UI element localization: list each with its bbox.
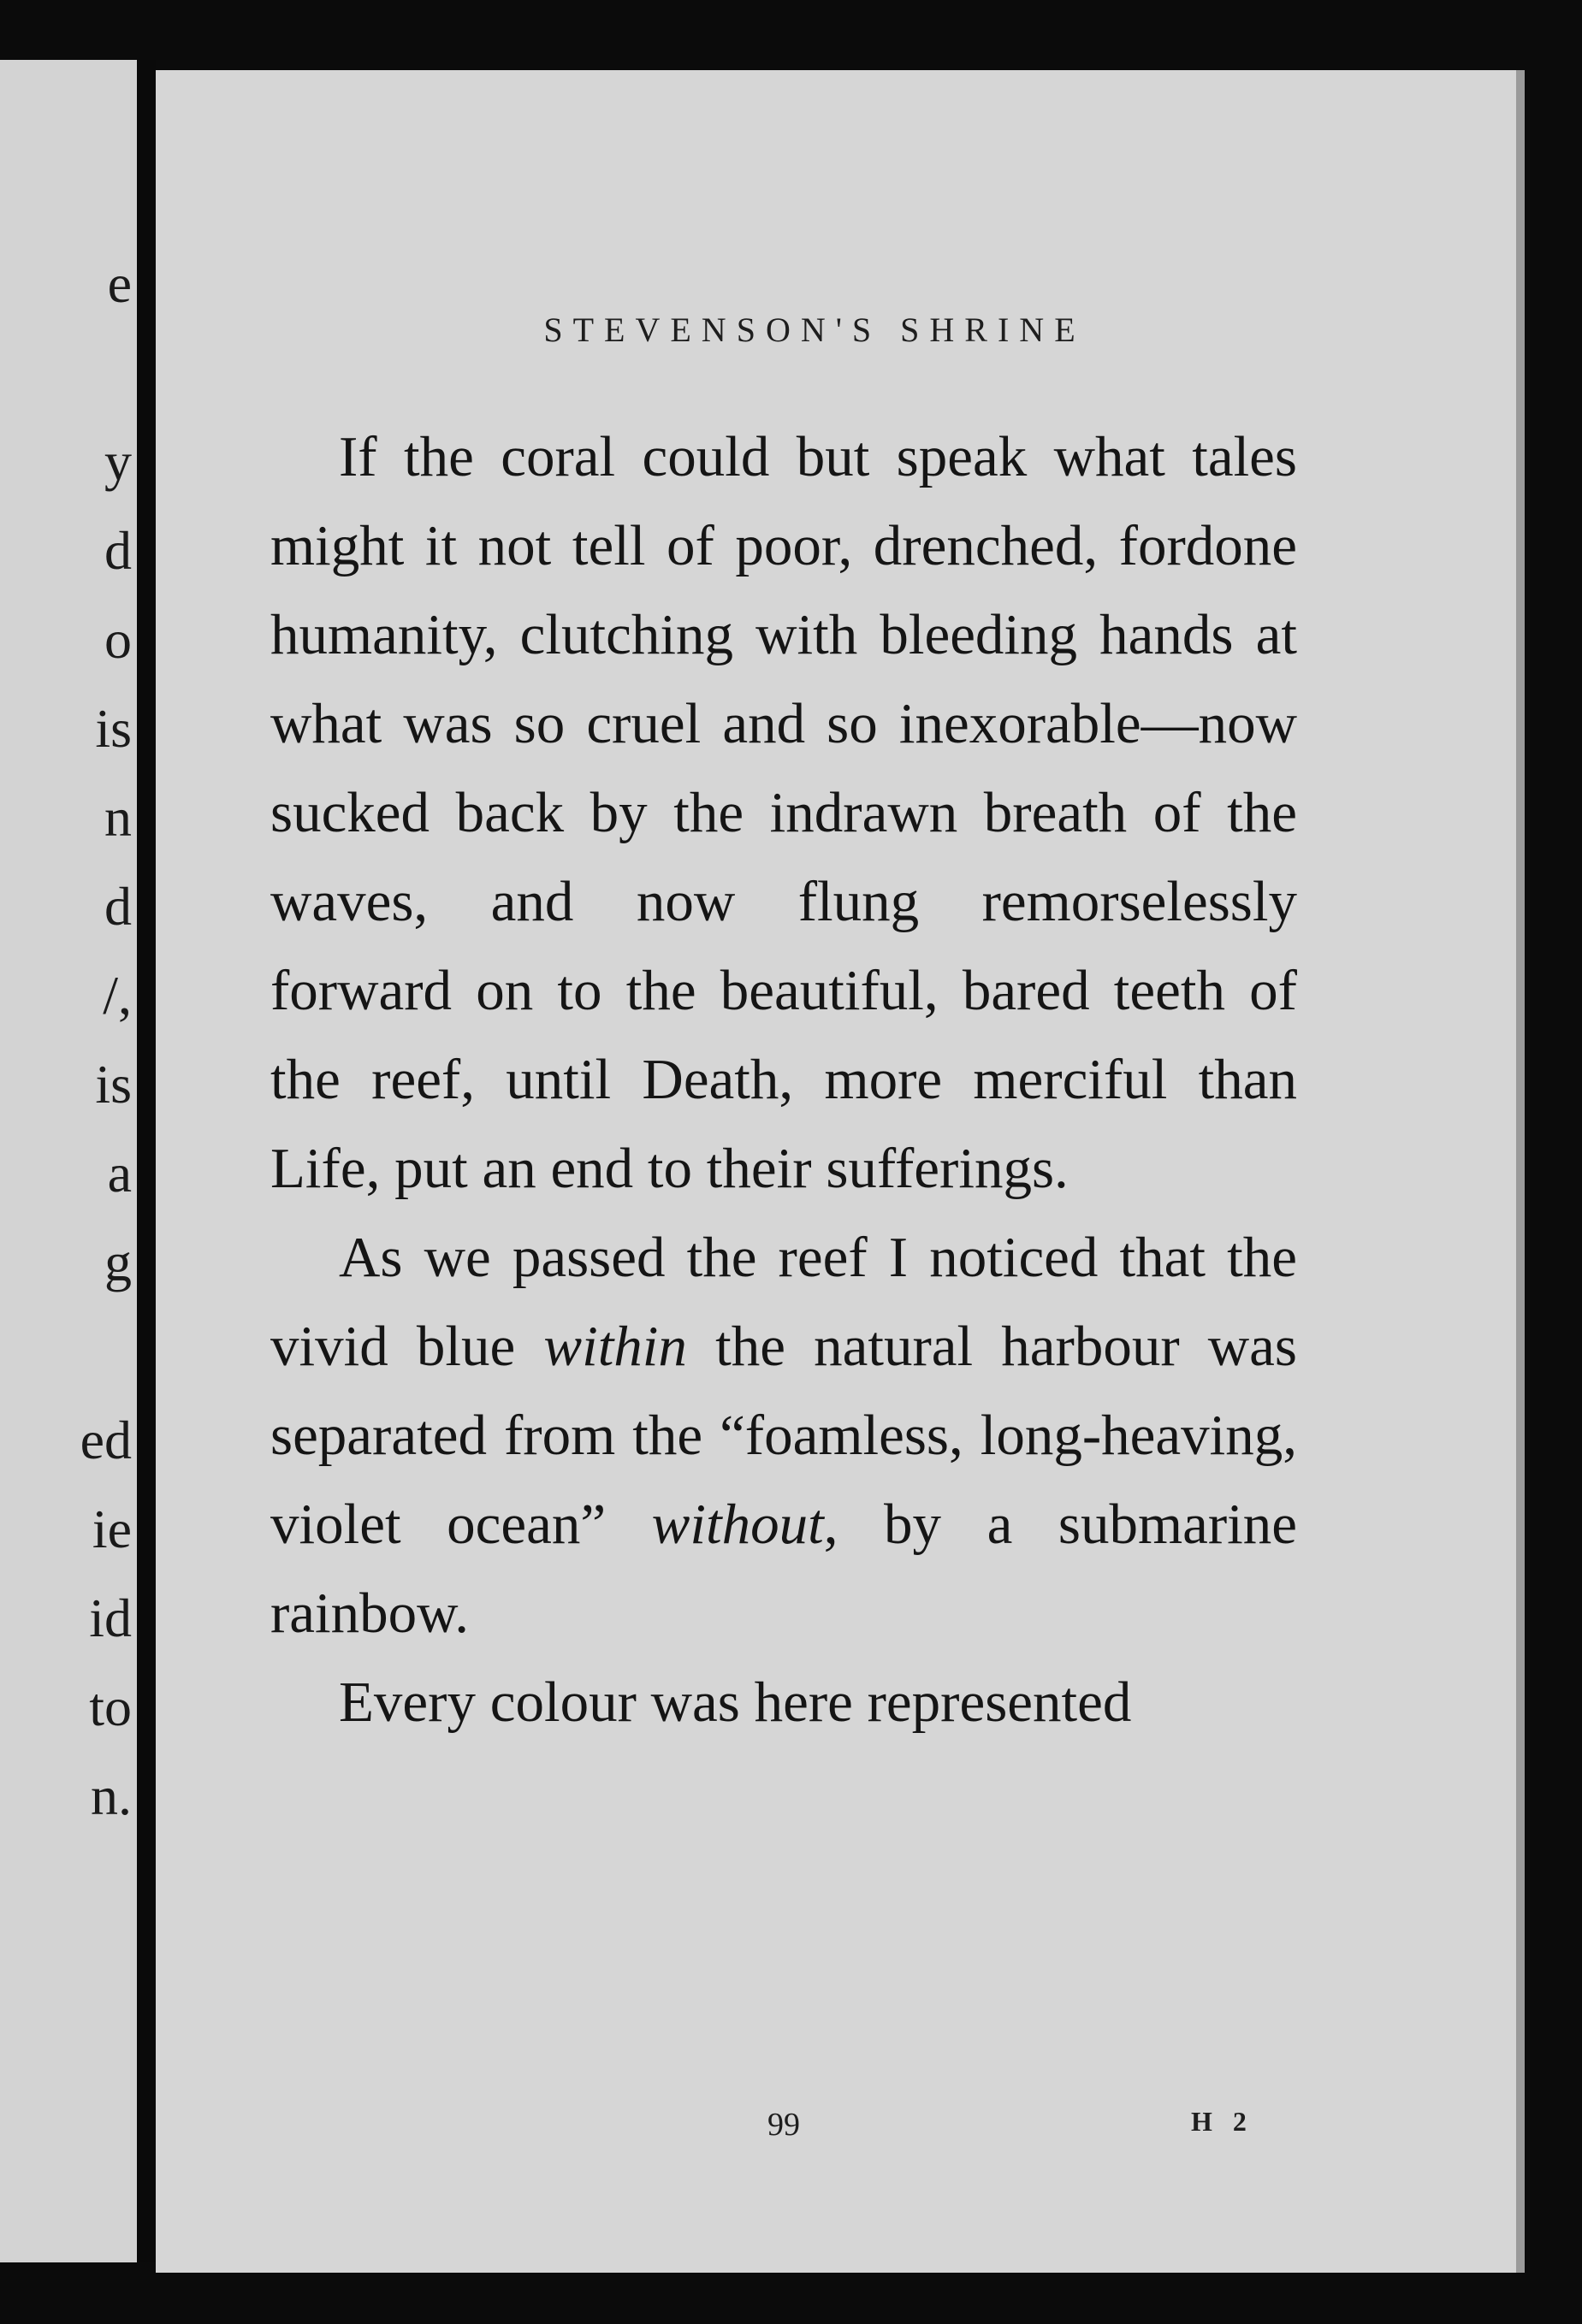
- signature-mark: H 2: [1191, 2106, 1253, 2137]
- facing-page-fragment: id: [89, 1588, 132, 1648]
- paragraph: [270, 1213, 1297, 1658]
- facing-page-fragment: n: [104, 787, 132, 848]
- text-run: the natural harbour was separated from the “foamless, long-heaving, violet ocean”: [270, 1315, 1297, 1556]
- facing-page-fragment: g: [104, 1232, 132, 1292]
- text-run: , by a submarine rainbow.: [270, 1493, 1297, 1645]
- text-run: If the coral could but speak what tales might it not tell of poor, drenched, fordone humanity, clutching with bleeding hands at what was so cruel and so inexorable—now sucked back by the indrawn breath of the waves, and now flung remorselessly forward on to the beautiful, bared teeth of the reef, until Death, more merciful than Life, put an end to their sufferings.: [270, 425, 1297, 1200]
- italic-text: without: [651, 1493, 824, 1556]
- facing-page: [0, 60, 137, 2262]
- paragraph: [270, 412, 1297, 1213]
- book-page: [156, 70, 1525, 2273]
- text-run: Every colour was here represented: [339, 1671, 1132, 1734]
- facing-page-fragment: to: [89, 1676, 132, 1737]
- facing-page-fragment: e: [107, 253, 132, 314]
- facing-page-fragment: d: [104, 876, 132, 937]
- facing-page-fragment: is: [95, 1054, 132, 1115]
- facing-page-fragment: is: [95, 698, 132, 759]
- facing-page-fragment: /,: [103, 965, 132, 1026]
- running-head: STEVENSON'S SHRINE: [543, 310, 1086, 349]
- book-gutter: [137, 60, 156, 2262]
- paragraph: [270, 1658, 1297, 1747]
- facing-page-fragment: d: [104, 520, 132, 581]
- italic-text: within: [543, 1315, 687, 1378]
- text-run: As we passed the reef I noticed that the vivid blue: [270, 1226, 1297, 1378]
- body-text: [270, 412, 1297, 1747]
- facing-page-fragment: a: [107, 1143, 132, 1203]
- facing-page-fragment: n.: [91, 1765, 132, 1826]
- facing-page-fragment: y: [104, 431, 132, 492]
- facing-page-fragment: o: [104, 609, 132, 670]
- facing-page-fragment: ed: [80, 1410, 132, 1470]
- facing-page-fragment: ie: [92, 1499, 132, 1559]
- page-number: 99: [767, 2107, 800, 2143]
